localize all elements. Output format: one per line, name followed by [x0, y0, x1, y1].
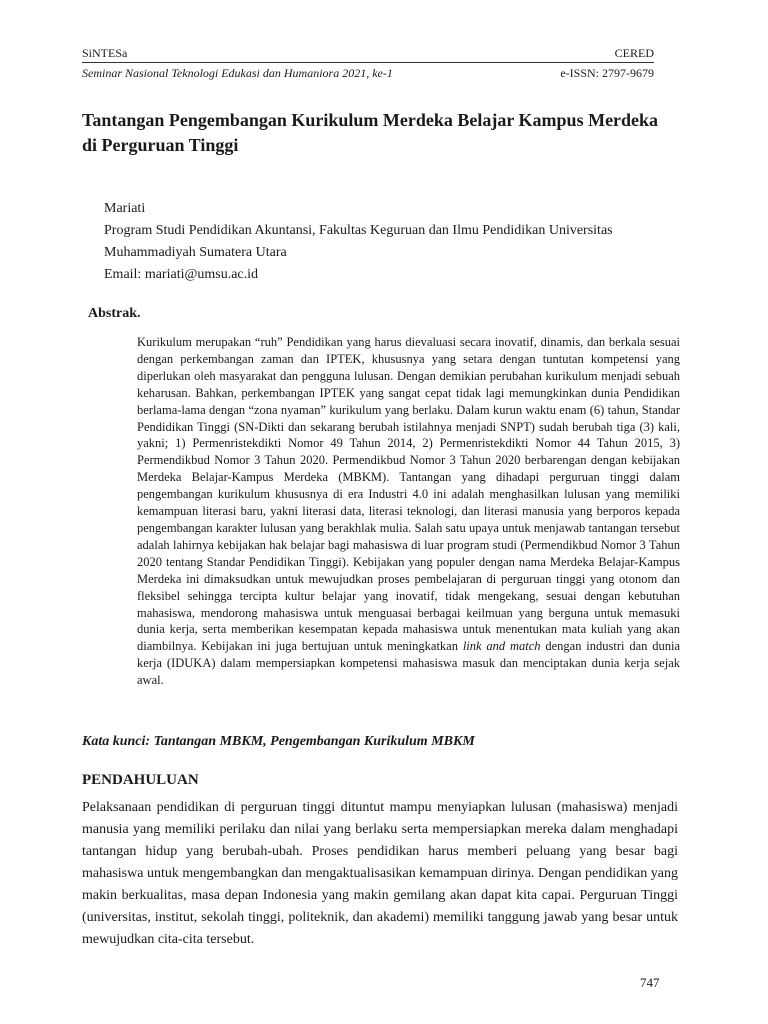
journal-short-title: SiNTESa [82, 46, 128, 60]
section-heading-introduction: PENDAHULUAN [82, 772, 199, 788]
running-header-bottom [82, 66, 654, 81]
running-header-top [82, 46, 654, 61]
page-number: 747 [640, 975, 660, 990]
author-name: Mariati [104, 201, 146, 216]
abstract-text-part-1: Kurikulum merupakan “ruh” Pendidikan yang harus dievaluasi secara inovatif, dinamis, dan berkala sesuai dengan perkembangan zaman dan IPTEK, khususnya yang setara dengan tuntutan kompetensi yang diperlukan oleh masyarakat dan pengguna lulusan. Dengan demikian perubahan kurikulum menjadi sebuah keharusan. Bahkan, perkembangan IPTEK yang sangat cepat tidak lagi memungkinkan dunia Pendidikan berlama-lama dengan “zona nyaman” kurikulum yang berlaku. Dalam kurun waktu enam (6) tahun, Standar Pendidikan Tinggi (SN-Dikti dan sekarang berubah istilahnya menjadi SNPT) sudah berubah tiga (3) kali, yakni; 1) Permenristekdikti Nomor 49 Tahun 2014, 2) Permenristekdikti Nomor 44 Tahun 2015, 3) Permendikbud Nomor 3 Tahun 2020. Permendikbud Nomor 3 Tahun 2020 berbarengan dengan kebijakan Merdeka Belajar-Kampus Merdeka (MBKM). Tantangan yang dihadapi perguruan tinggi dalam pengembangan kurikulum khususnya di era Industri 4.0 ini adalah menghasilkan lulusan yang memiliki kemampuan literasi baru, yakni literasi data, literasi teknologi, dan literasi manusia yang berporos kepada pengembangan karakter lulusan yang berakhlak mulia. Salah satu upaya untuk menjawab tantangan tersebut adalah lahirnya kebijakan hak belajar bagi mahasiswa di luar program studi (Permendikbud Nomor 3 Tahun 2020 tentang Standar Pendidikan Tinggi). Kebijakan yang populer dengan nama Merdeka Belajar-Kampus Merdeka ini dimaksudkan untuk mewujudkan proses pembelajaran di perguruan tinggi yang otonom dan fleksibel sehingga tercipta kultur belajar yang inovatif, tidak mengekang, sesuai dengan kebutuhan mahasiswa, mendorong mahasiswa untuk menguasai berbagai keilmuan yang berguna untuk memasuki dunia kerja, serta memberikan kesempatan kepada mahasiswa untuk menentukan mata kuliah yang akan diambilnya. Kebijakan ini juga bertujuan untuk meningkatkan [137, 335, 680, 654]
conference-name: Seminar Nasional Teknologi Edukasi dan Humaniora 2021, ke-1 [82, 66, 393, 80]
abstract-heading: Abstrak. [88, 306, 141, 321]
abstract-italic-term: link and match [462, 639, 541, 654]
issn: e-ISSN: 2797-9679 [560, 66, 654, 80]
article-title: Tantangan Pengembangan Kurikulum Merdeka Belajar Kampus Merdeka di Perguruan Tinggi [82, 110, 659, 155]
header-rule [82, 62, 654, 63]
introduction-paragraph: Pelaksanaan pendidikan di perguruan tinggi dituntut mampu menyiapkan lulusan (mahasiswa) menjadi manusia yang memiliki perilaku dan nilai yang berlaku serta mempersiapkan mereka dalam menghadapi tantangan hidup yang berubah-ubah. Proses pendidikan harus memberi peluang yang besar bagi mahasiswa untuk mengembangkan dan mengaktualisasikan kemampuan dirinya. Dengan pendidikan yang makin berkualitas, masa depan Indonesia yang makin gemilang akan dapat kita capai. Perguruan Tinggi (universitas, institut, sekolah tinggi, politeknik, dan akademi) memiliki tanggung jawab yang besar untuk mewujudkan cita-cita tersebut. [82, 800, 678, 947]
author-block [104, 198, 664, 286]
author-affiliation-line-1: Program Studi Pendidikan Akuntansi, Fakultas Keguruan dan Ilmu Pendidikan Universitas [104, 223, 613, 238]
abstract-text [137, 334, 680, 689]
series-name: CERED [614, 46, 654, 60]
keywords: Kata kunci: Tantangan MBKM, Pengembangan Kurikulum MBKM [82, 734, 475, 749]
abstract-text-part-2: dengan industri dan dunia kerja (IDUKA) dalam mempersiapkan kompetensi mahasiswa masuk dan menciptakan dunia kerja sejak awal. [137, 639, 680, 688]
author-email: Email: mariati@umsu.ac.id [104, 267, 259, 282]
author-affiliation-line-2: Muhammadiyah Sumatera Utara [104, 245, 287, 260]
